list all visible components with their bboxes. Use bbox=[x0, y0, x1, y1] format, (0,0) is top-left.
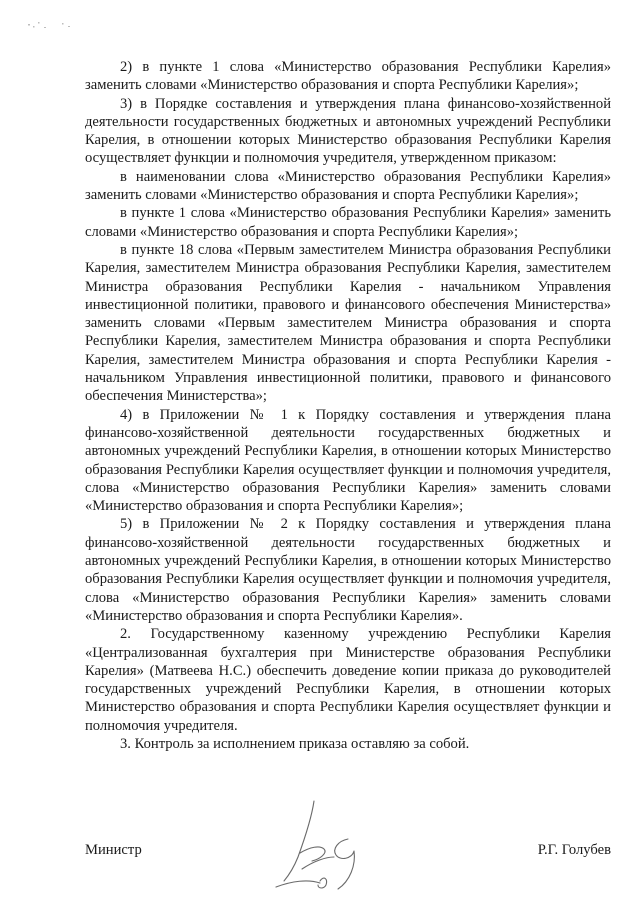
signature-block bbox=[85, 841, 611, 861]
paragraph-item-3: 3) в Порядке составления и утверждения плана финансово-хозяйственной деятельности государственных бюджетных и автономных учреждений Республики Карелия, в отношении которых Министерство образования Республики Карелия осуществляет функции и полномочия учредителя, утвержденном приказом: bbox=[85, 95, 611, 167]
paragraph-clause-2: 2. Государственному казенному учреждению Республики Карелия «Централизованная бухгалтерия при Министерстве образования Республики Карелия» (Матвеева Н.С.) обеспечить доведение копии приказа до руководителей государственных учреждений Республики Карелия, в отношении которых Министерство образования и спорта Республики Карелия осуществляет функции и полномочия учредителя. bbox=[85, 626, 611, 734]
paragraph-subitem-point-1: в пункте 1 слова «Министерство образования Республики Карелия» заменить словами «Министерство образования и спорта Республики Карелия»; bbox=[85, 205, 611, 240]
paragraph-clause-3: 3. Контроль за исполнением приказа оставляю за собой. bbox=[120, 735, 470, 752]
signatory-name: Р.Г. Голубев bbox=[537, 842, 611, 858]
paragraph-item-2: 2) в пункте 1 слова «Министерство образования Республики Карелия» заменить словами «Министерство образования и спорта Республики Карелия»; bbox=[85, 59, 611, 94]
paragraph-subitem-point-18: в пункте 18 слова «Первым заместителем Министра образования Республики Карелия, заместителем Министра образования Республики Карелия, заместителем Министра образования Республики Карелия - начальником Управления инвестиционной политики, правового и финансового обеспечения Министерства» заменить словами «Первым заместителем Министра образования и спорта Республики Карелия, заместителем Министра образования и спорта Республики Карелия, заместителем Министра образования и спорта Республики Карелия - начальником Управления инвестиционной политики, правового и финансового обеспечения Министерства»; bbox=[85, 241, 611, 405]
signatory-title: Министр bbox=[85, 842, 142, 858]
document-body bbox=[85, 58, 611, 753]
paragraph-subitem-title: в наименовании слова «Министерство образования Республики Карелия» заменить словами «Министерство образования и спорта Республики Карелия»; bbox=[85, 168, 611, 204]
paragraph-item-5: 5) в Приложении № 2 к Порядку составления и утверждения плана финансово-хозяйственной деятельности государственных бюджетных и автономных учреждений Республики Карелия, в отношении которых Министерство образования Республики Карелия осуществляет функции и полномочия учредителя, слова «Министерство образования Республики Карелия» заменить словами «Министерство образования и спорта Республики Карелия». bbox=[85, 516, 611, 624]
paragraph-item-4: 4) в Приложении № 1 к Порядку составления и утверждения плана финансово-хозяйственной деятельности государственных бюджетных и автономных учреждений Республики Карелия, в отношении которых Министерство образования Республики Карелия осуществляет функции и полномочия учредителя, слова «Министерство образования Республики Карелия» заменить словами «Министерство образования и спорта Республики Карелия»; bbox=[85, 406, 611, 515]
scan-artifact-mark bbox=[22, 14, 82, 34]
